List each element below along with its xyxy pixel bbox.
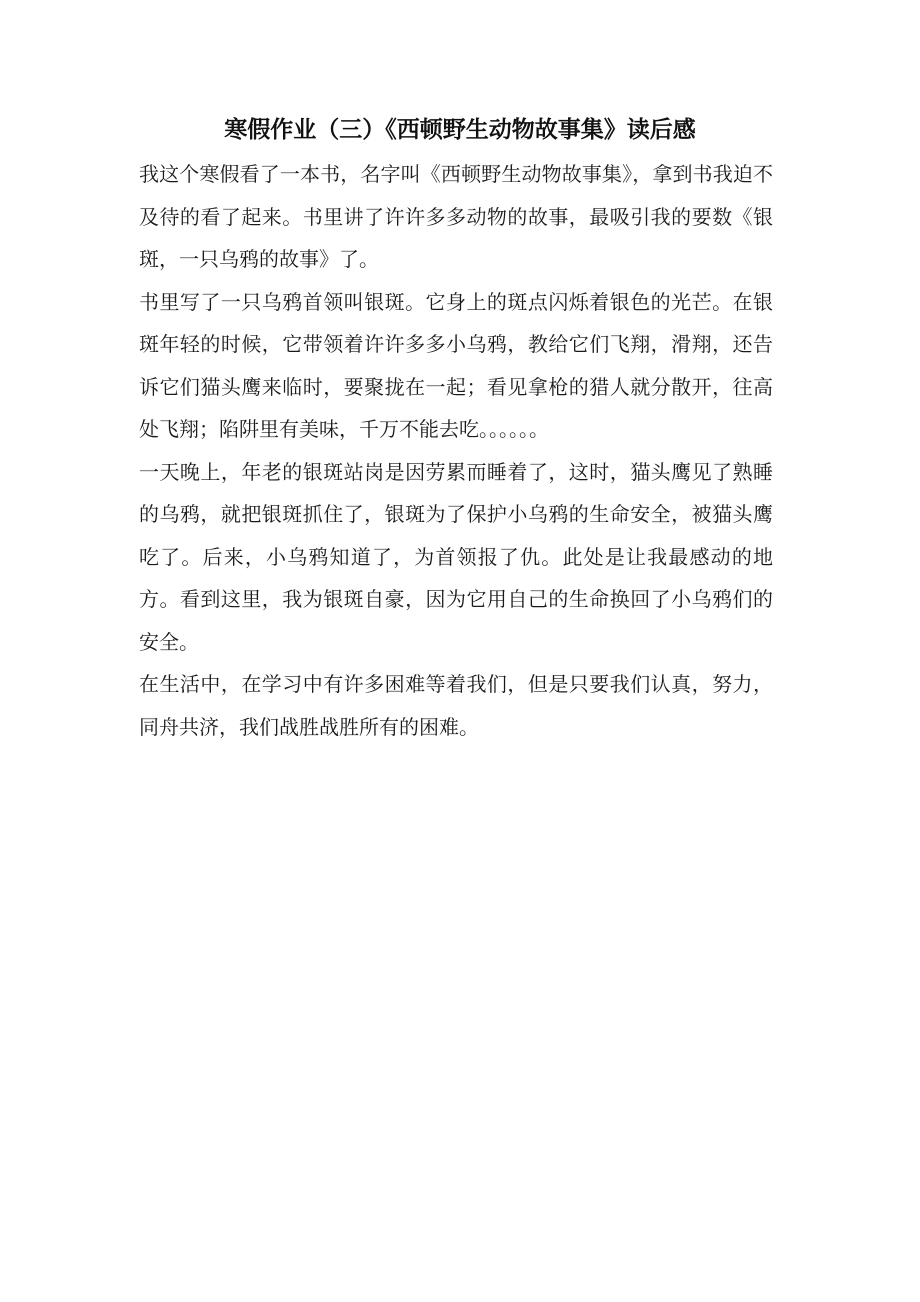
document-title: 寒假作业（三）《西顿野生动物故事集》读后感 bbox=[224, 116, 696, 143]
paragraph-silverspot-death: 一天晚上，年老的银斑站岗是因劳累而睡着了，这时，猫头鹰见了熟睡的乌鸦，就把银斑抓住了，银斑为了保护小乌鸦的生命安全，被猫头鹰吃了。后来，小乌鸦知道了，为首领报了仇。此处是让我最感动的地方。看到这里，我为银斑自豪，因为它用自己的生命换回了小乌鸦们的安全。 bbox=[139, 459, 773, 654]
document-body bbox=[139, 153, 773, 748]
paragraph-reflection: 在生活中，在学习中有许多困难等着我们，但是只要我们认真，努力，同舟共济，我们战胜战胜所有的困难。 bbox=[139, 672, 773, 739]
paragraph-silverspot-leader: 书里写了一只乌鸦首领叫银斑。它身上的斑点闪烁着银色的光芒。在银斑年轻的时候，它带领着许许多多小乌鸦，教给它们飞翔，滑翔，还告诉它们猫头鹰来临时，要聚拢在一起；看见拿枪的猎人就分散开，往高处飞翔；陷阱里有美味，千万不能去吃。。。。。。 bbox=[139, 289, 773, 441]
paragraph-intro: 我这个寒假看了一本书，名字叫《西顿野生动物故事集》，拿到书我迫不及待的看了起来。书里讲了许许多多动物的故事，最吸引我的要数《银斑，一只乌鸦的故事》了。 bbox=[139, 162, 773, 271]
